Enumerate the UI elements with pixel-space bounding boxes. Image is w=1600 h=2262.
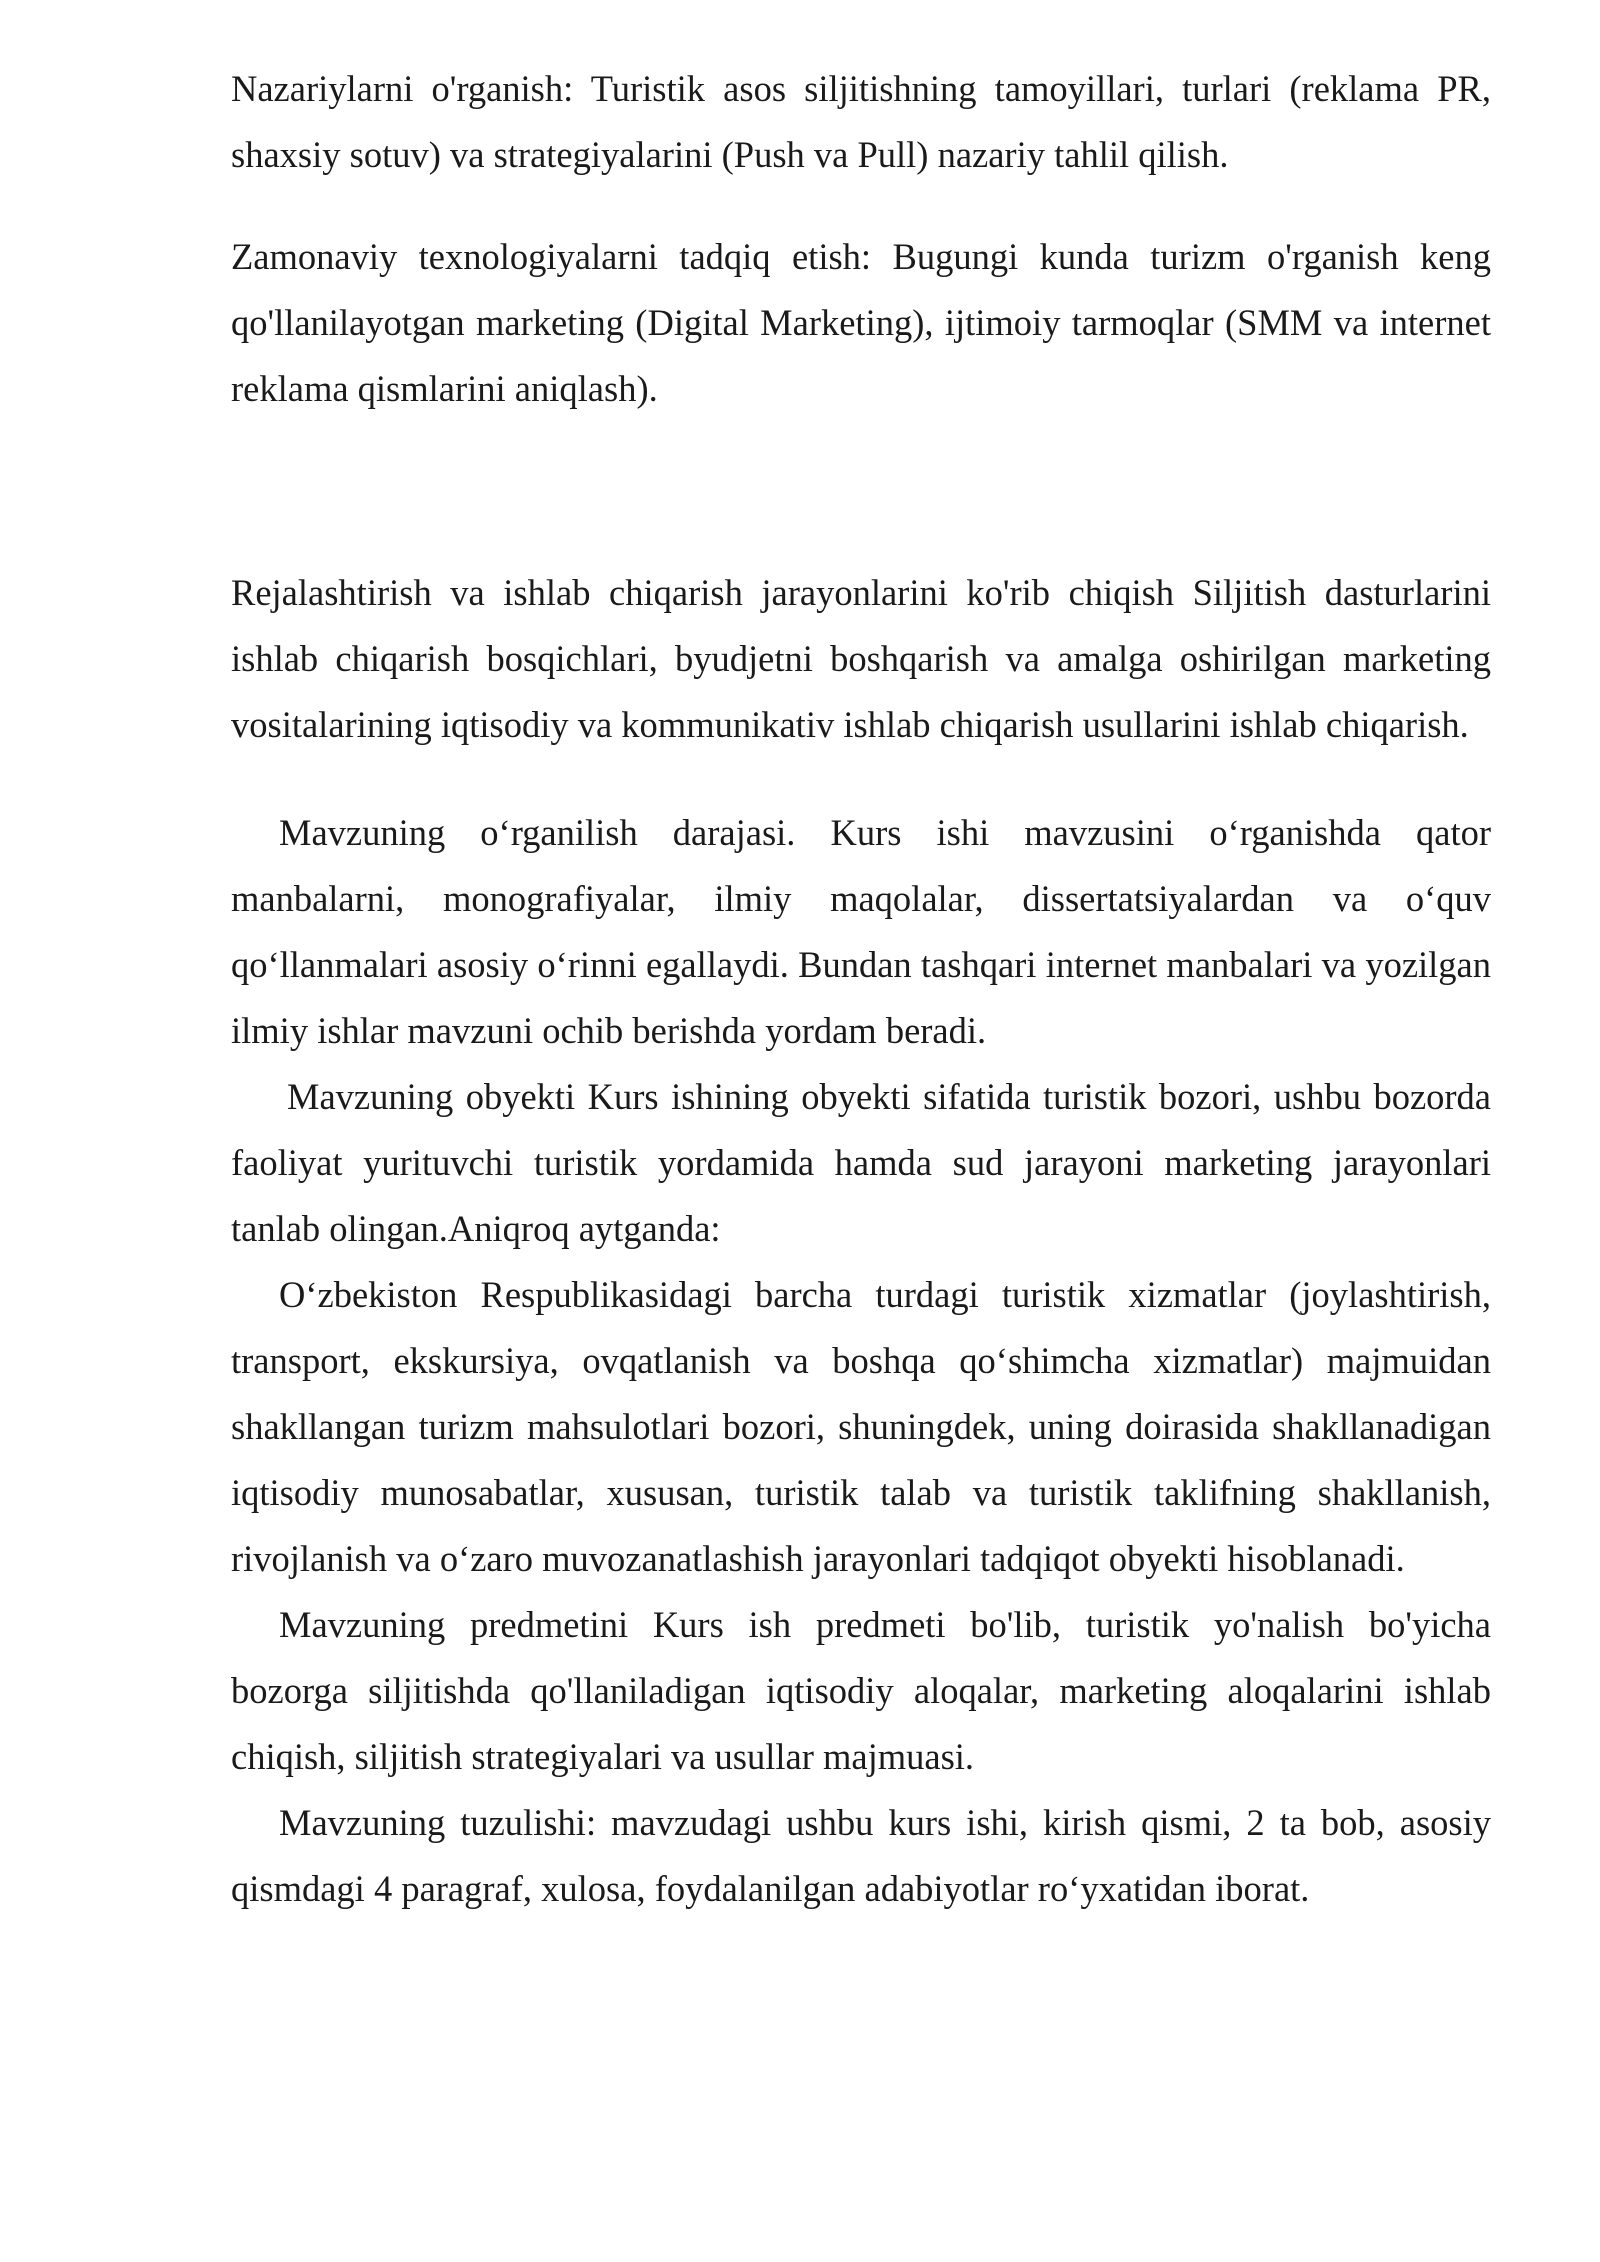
- paragraph-planning: Rejalashtirish va ishlab chiqarish jarayonlarini ko'rib chiqish Siljitish dasturlarini ishlab chiqarish bosqichlari, byudjetni boshqarish va amalga oshirilgan marketing vositalarining iqtisodiy va kommunikativ ishlab chiqarish usullarini ishlab chiqarish.: [231, 572, 1491, 745]
- paragraph-theory: Nazariylarni o'rganish: Turistik asos siljitishning tamoyillari, turlari (reklama PR, shaxsiy sotuv) va strategiyalarini (Push va Pull) nazariy tahlil qilish.: [231, 68, 1491, 175]
- paragraph-technologies: Zamonaviy texnologiyalarni tadqiq etish: Bugungi kunda turizm o'rganish keng qo'llanilayotgan marketing (Digital Marketing), ijtimoiy tarmoqlar (SMM va internet reklama qismlarini aniqlash).: [231, 236, 1491, 409]
- paragraph-study-level: Mavzuning o‘rganilish darajasi. Kurs ishi mavzusini o‘rganishda qator manbalarni, monografiyalar, ilmiy maqolalar, dissertatsiyalardan va o‘quv qo‘llanmalari asosiy o‘rinni egallaydi. Bundan tashqari internet manbalari va yozilgan ilmiy ishlar mavzuni ochib berishda yordam beradi.: [231, 812, 1491, 1051]
- paragraph-object-detail: O‘zbekiston Respublikasidagi barcha turdagi turistik xizmatlar (joylashtirish, transport, ekskursiya, ovqatlanish va boshqa qo‘shimcha xizmatlar) majmuidan shakllangan turizm mahsulotlari bozori, shuningdek, uning doirasida shakllanadigan iqtisodiy munosabatlar, xususan, turistik talab va turistik taklifning shakllanish, rivojlanish va o‘zaro muvozanatlashish jarayonlari tadqiqot obyekti hisoblanadi.: [231, 1274, 1491, 1579]
- paragraph-object: Mavzuning obyekti Kurs ishining obyekti sifatida turistik bozori, ushbu bozorda faoliyat yurituvchi turistik yordamida hamda sud jarayoni marketing jarayonlari tanlab olingan.Aniqroq aytganda:: [231, 1076, 1491, 1249]
- paragraph-subject: Mavzuning predmetini Kurs ish predmeti bo'lib, turistik yo'nalish bo'yicha bozorga siljitishda qo'llaniladigan iqtisodiy aloqalar, marketing aloqalarini ishlab chiqish, siljitish strategiyalari va usullar majmuasi.: [231, 1604, 1491, 1777]
- document-page: [231, 56, 1491, 1922]
- paragraph-structure: Mavzuning tuzulishi: mavzudagi ushbu kurs ishi, kirish qismi, 2 ta bob, asosiy qismdagi 4 paragraf, xulosa, foydalanilgan adabiyotlar ro‘yxatidan iborat.: [231, 1802, 1491, 1909]
